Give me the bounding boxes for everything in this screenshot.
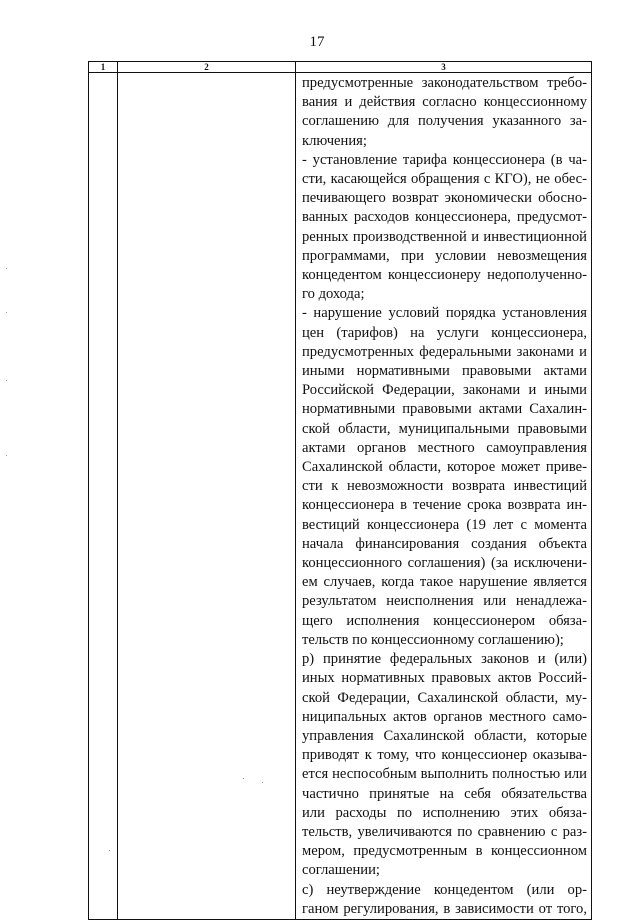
column-3-text: [296, 73, 591, 919]
header-row: [89, 62, 592, 73]
text-line: ванных расходов концессионера, предусмот-: [302, 209, 587, 226]
text-line: Сахалинской области, которое может приве-: [302, 459, 587, 476]
text-line: актами органов местного самоуправления: [302, 439, 587, 456]
column-3-cell: [296, 73, 592, 920]
text-line: Российской Федерации, законами и иными: [302, 382, 587, 399]
text-line: предусмотренные законодательством требо-: [302, 75, 587, 91]
scan-speck: [262, 782, 263, 783]
text-line: или расходы по исполнению этих обяза-: [302, 804, 587, 821]
text-line: ренных производственной и инвестиционной: [302, 228, 587, 245]
text-line: ем случаев, когда такое нарушение является: [302, 574, 587, 591]
column-2-cell: [118, 73, 296, 920]
text-line: цен (тарифов) на услуги концессионера,: [302, 324, 587, 341]
text-line: вания и действия согласно концессионному: [302, 94, 587, 111]
column-header-1: 1: [89, 62, 118, 73]
text-line: концессионного соглашения) (за исключени-: [302, 555, 587, 572]
text-line: концедентом концессионеру недополученно-: [302, 267, 587, 284]
text-line: ется неспособным выполнить полностью или: [302, 766, 587, 783]
scan-speck: [6, 312, 7, 313]
text-line: управления Сахалинской области, которые: [302, 727, 587, 744]
text-line: частично принятые на себя обязательства: [302, 785, 587, 802]
text-line: иных нормативных правовых актов Россий-: [302, 670, 587, 687]
text-line: начала финансирования создания объекта: [302, 535, 587, 552]
text-line: го дохода;: [302, 286, 365, 303]
text-line: ской Федерации, Сахалинской области, му-: [302, 689, 587, 706]
text-line: ской области, муниципальными правовыми: [302, 420, 587, 437]
text-line: сти к невозможности возврата инвестиций: [302, 478, 587, 495]
scan-speck: [109, 850, 110, 851]
text-line: тельств по концессионному соглашению);: [302, 631, 564, 648]
text-line: мером, предусмотренным в концессионном: [302, 843, 587, 860]
text-line: программами, при условии невозмещения: [302, 247, 587, 264]
text-line: результатом неисполнения или ненадлежа-: [302, 593, 587, 610]
text-line: соглашении;: [302, 862, 380, 879]
column-header-2: 2: [118, 62, 296, 73]
page-number: 17: [309, 34, 325, 50]
text-line: соглашению для получения указанного за-: [302, 113, 587, 130]
column-header-3: 3: [296, 62, 592, 73]
column-1-cell: [89, 73, 118, 920]
text-line: ганом регулирования, в зависимости от того,: [302, 900, 587, 917]
text-line: иными нормативными правовыми актами: [302, 363, 587, 380]
text-line: предусмотренных федеральными законами и: [302, 343, 587, 360]
scan-speck: [243, 778, 244, 779]
text-line: с) неутверждение концедентом (или ор-: [302, 881, 587, 898]
text-line: вестиций концессионера (19 лет с момента: [302, 516, 587, 533]
scan-speck: [6, 268, 7, 269]
text-line: ниципальных актов органов местного само-: [302, 708, 587, 725]
text-line: концессионера в течение срока возврата ин-: [302, 497, 587, 514]
scan-speck: [6, 455, 7, 456]
text-line: тельств, увеличиваются по сравнению с раз-: [302, 823, 587, 840]
text-line: - нарушение условий порядка установления: [302, 305, 587, 322]
text-line: щего исполнения концессионером обяза-: [302, 612, 587, 629]
text-line: сти, касающейся обращения с КГО), не обес-: [302, 171, 587, 188]
text-line: р) принятие федеральных законов и (или): [302, 651, 587, 668]
text-line: печивающего возврат экономически обосно-: [302, 190, 587, 207]
scan-speck: [6, 380, 7, 381]
document-table: [88, 61, 592, 920]
table-row: [89, 73, 592, 920]
text-line: ключения;: [302, 132, 367, 149]
text-line: - установление тарифа концессионера (в ча-: [302, 151, 587, 168]
text-line: приводят к тому, что концессионер оказыва-: [302, 747, 587, 764]
text-line: нормативными правовыми актами Сахалин-: [302, 401, 587, 418]
